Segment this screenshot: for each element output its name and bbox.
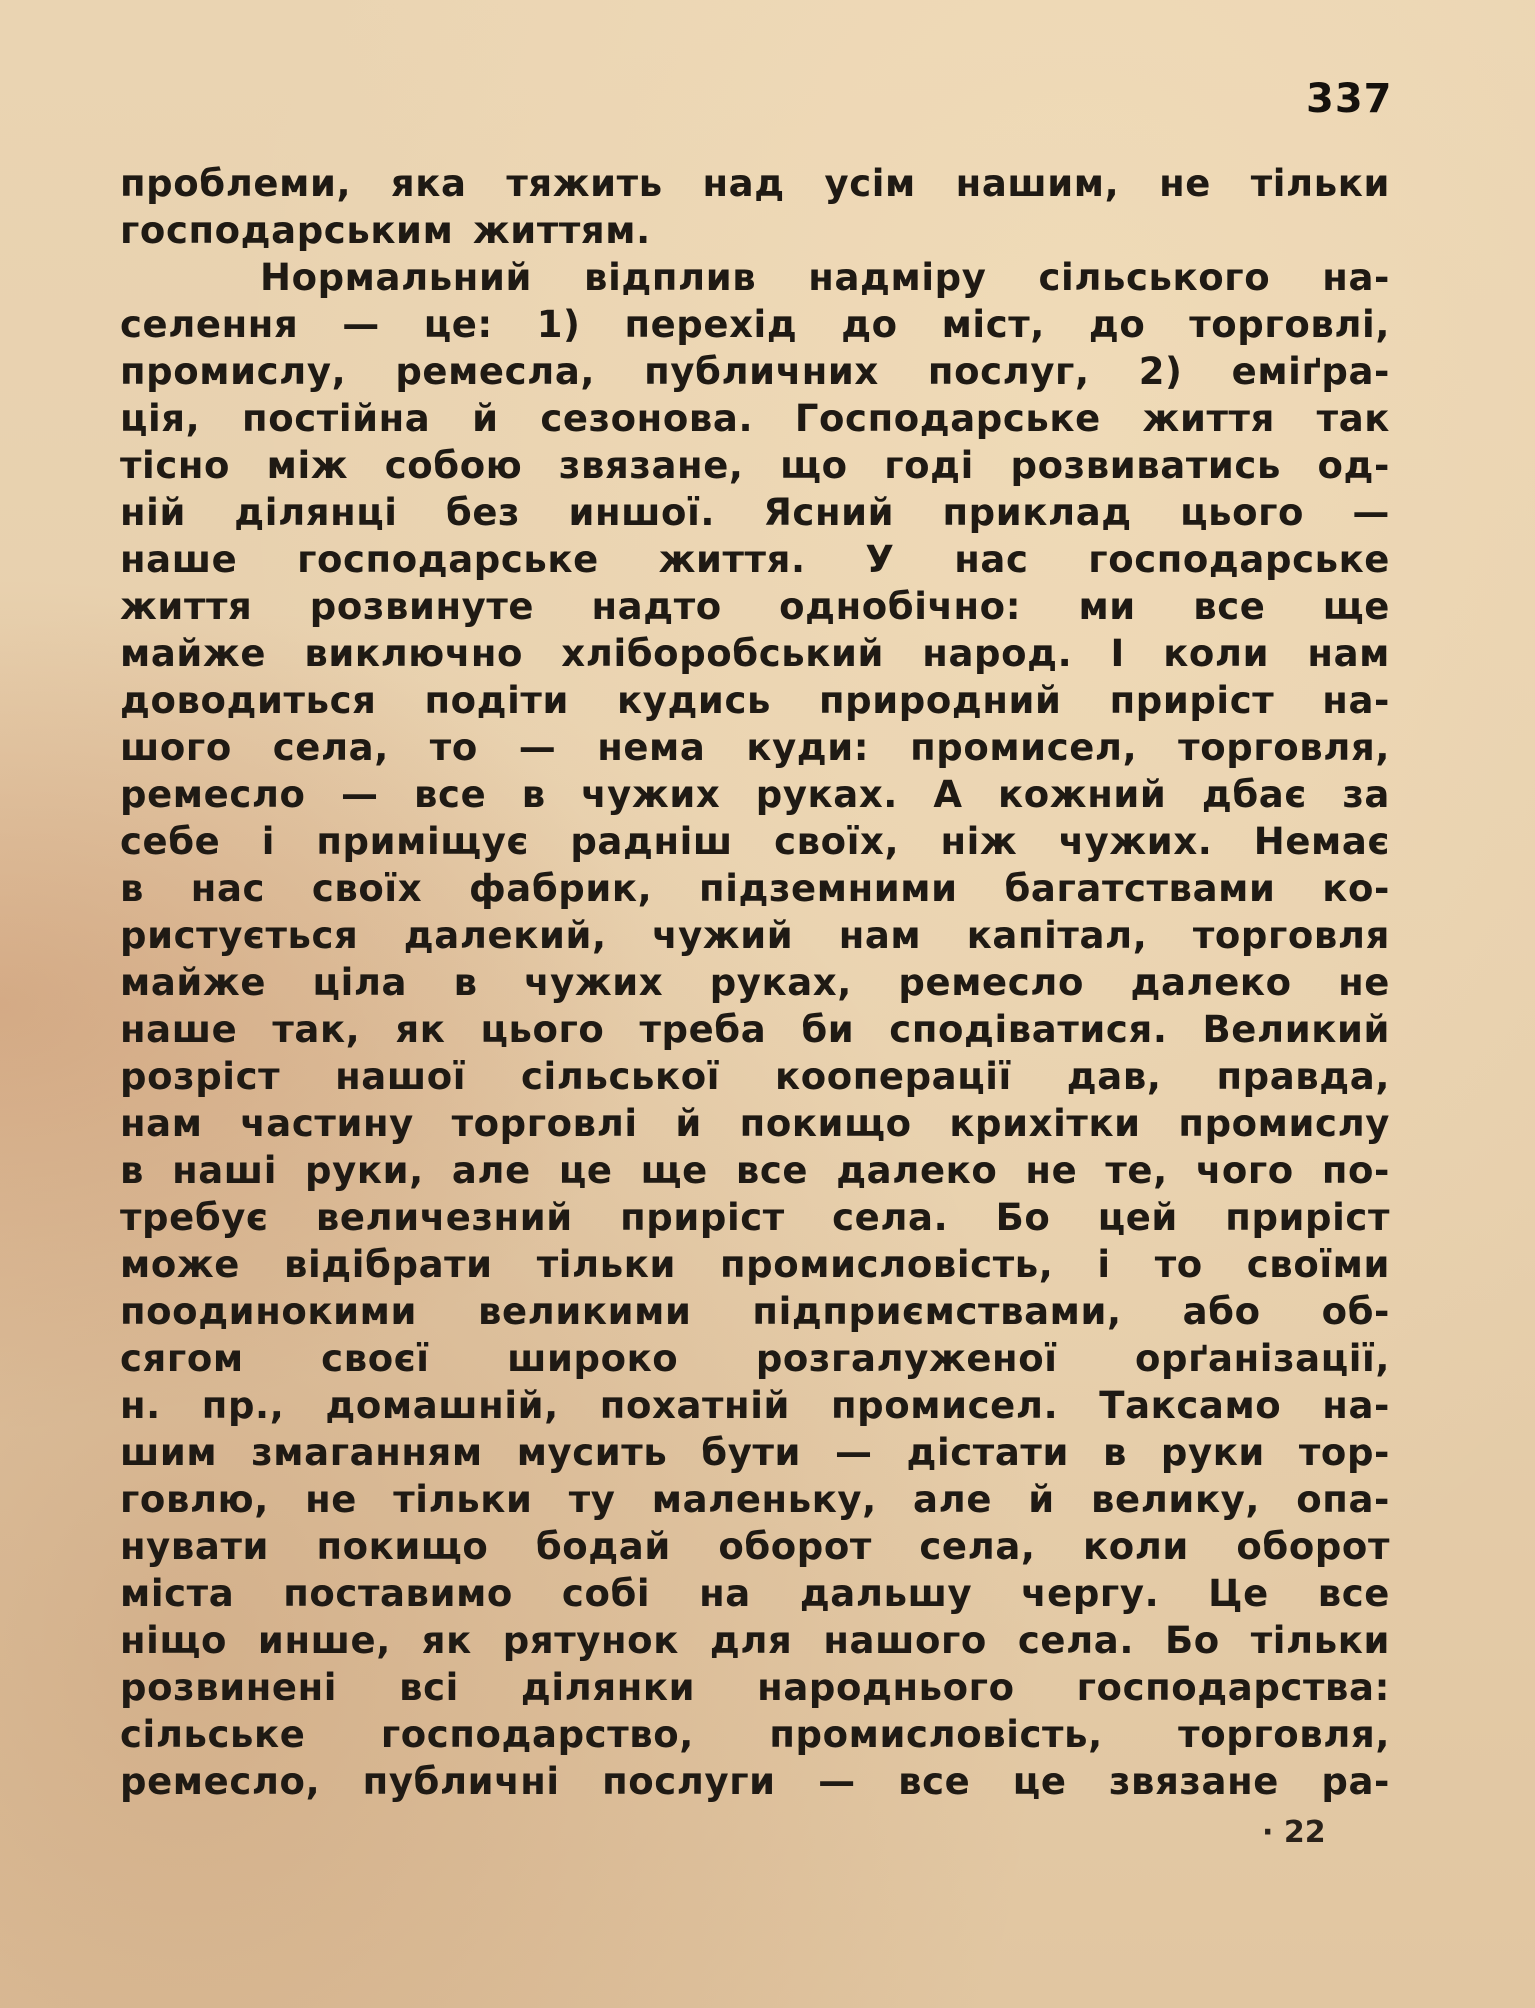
text-line: наше так, як цього треба би сподіватися. Великий [120, 1008, 1390, 1051]
text-line: в нас своїх фабрик, підземними багатствами ко- [120, 867, 1390, 910]
text-line: нам частину торговлі й покищо крихітки промислу [120, 1102, 1390, 1145]
text-line: селення — це: 1) перехід до міст, до торговлі, [120, 303, 1390, 346]
text-line: говлю, не тільки ту маленьку, але й велику, опа- [120, 1478, 1390, 1521]
text-line: наше господарське життя. У нас господарське [120, 538, 1390, 581]
text-line: поодинокими великими підприємствами, або об- [120, 1290, 1390, 1333]
text-line: господарським життям. [120, 209, 651, 252]
text-line: н. пр., домашній, похатній промисел. Таксамо на- [120, 1384, 1390, 1427]
text-line: проблеми, яка тяжить над усім нашим, не тільки [120, 162, 1390, 205]
text-line: ремесло — все в чужих руках. А кожний дбає за [120, 773, 1390, 816]
text-line: промислу, ремесла, публичних послуг, 2) еміґра- [120, 350, 1390, 393]
body-text [120, 160, 1390, 1805]
text-line: сягом своєї широко розгалуженої орґанізації, [120, 1337, 1390, 1380]
text-line: майже виключно хліборобський народ. І коли нам [120, 632, 1390, 675]
text-line: ристується далекий, чужий нам капітал, торговля [120, 914, 1390, 957]
text-line: требує величезний приріст села. Бо цей приріст [120, 1196, 1390, 1239]
text-line: життя розвинуте надто однобічно: ми все ще [120, 585, 1390, 628]
text-line: сільське господарство, промисловість, торговля, [120, 1713, 1390, 1756]
text-line: тісно між собою звязане, що годі розвиватись од- [120, 444, 1390, 487]
text-line: розвинені всі ділянки народнього господарства: [120, 1666, 1390, 1709]
text-line: шим змаганням мусить бути — дістати в руки тор- [120, 1431, 1390, 1474]
text-line: доводиться подіти кудись природний приріст на- [120, 679, 1390, 722]
page-number: 337 [1306, 76, 1393, 122]
printer-signature-mark: · 22 [1262, 1815, 1326, 1850]
text-line: майже ціла в чужих руках, ремесло далеко не [120, 961, 1390, 1004]
text-line: нувати покищо бодай оборот села, коли оборот [120, 1525, 1390, 1568]
text-line: ній ділянці без иншої. Ясний приклад цього — [120, 491, 1390, 534]
text-line: в наші руки, але це ще все далеко не те, чого по- [120, 1149, 1390, 1192]
text-line: може відібрати тільки промисловість, і то своїми [120, 1243, 1390, 1286]
paragraph-start-line: Нормальний відплив надміру сільського на- [260, 256, 1390, 299]
text-line: шого села, то — нема куди: промисел, торговля, [120, 726, 1390, 769]
text-line: себе і приміщує радніш своїх, ніж чужих. Немає [120, 820, 1390, 863]
text-line: ремесло, публичні послуги — все це звязане ра- [120, 1760, 1390, 1803]
text-line: ція, постійна й сезонова. Господарське життя так [120, 397, 1390, 440]
text-line: розріст нашої сільської кооперації дав, правда, [120, 1055, 1390, 1098]
text-line: ніщо инше, як рятунок для нашого села. Бо тільки [120, 1619, 1390, 1662]
text-line: міста поставимо собі на дальшу чергу. Це все [120, 1572, 1390, 1615]
